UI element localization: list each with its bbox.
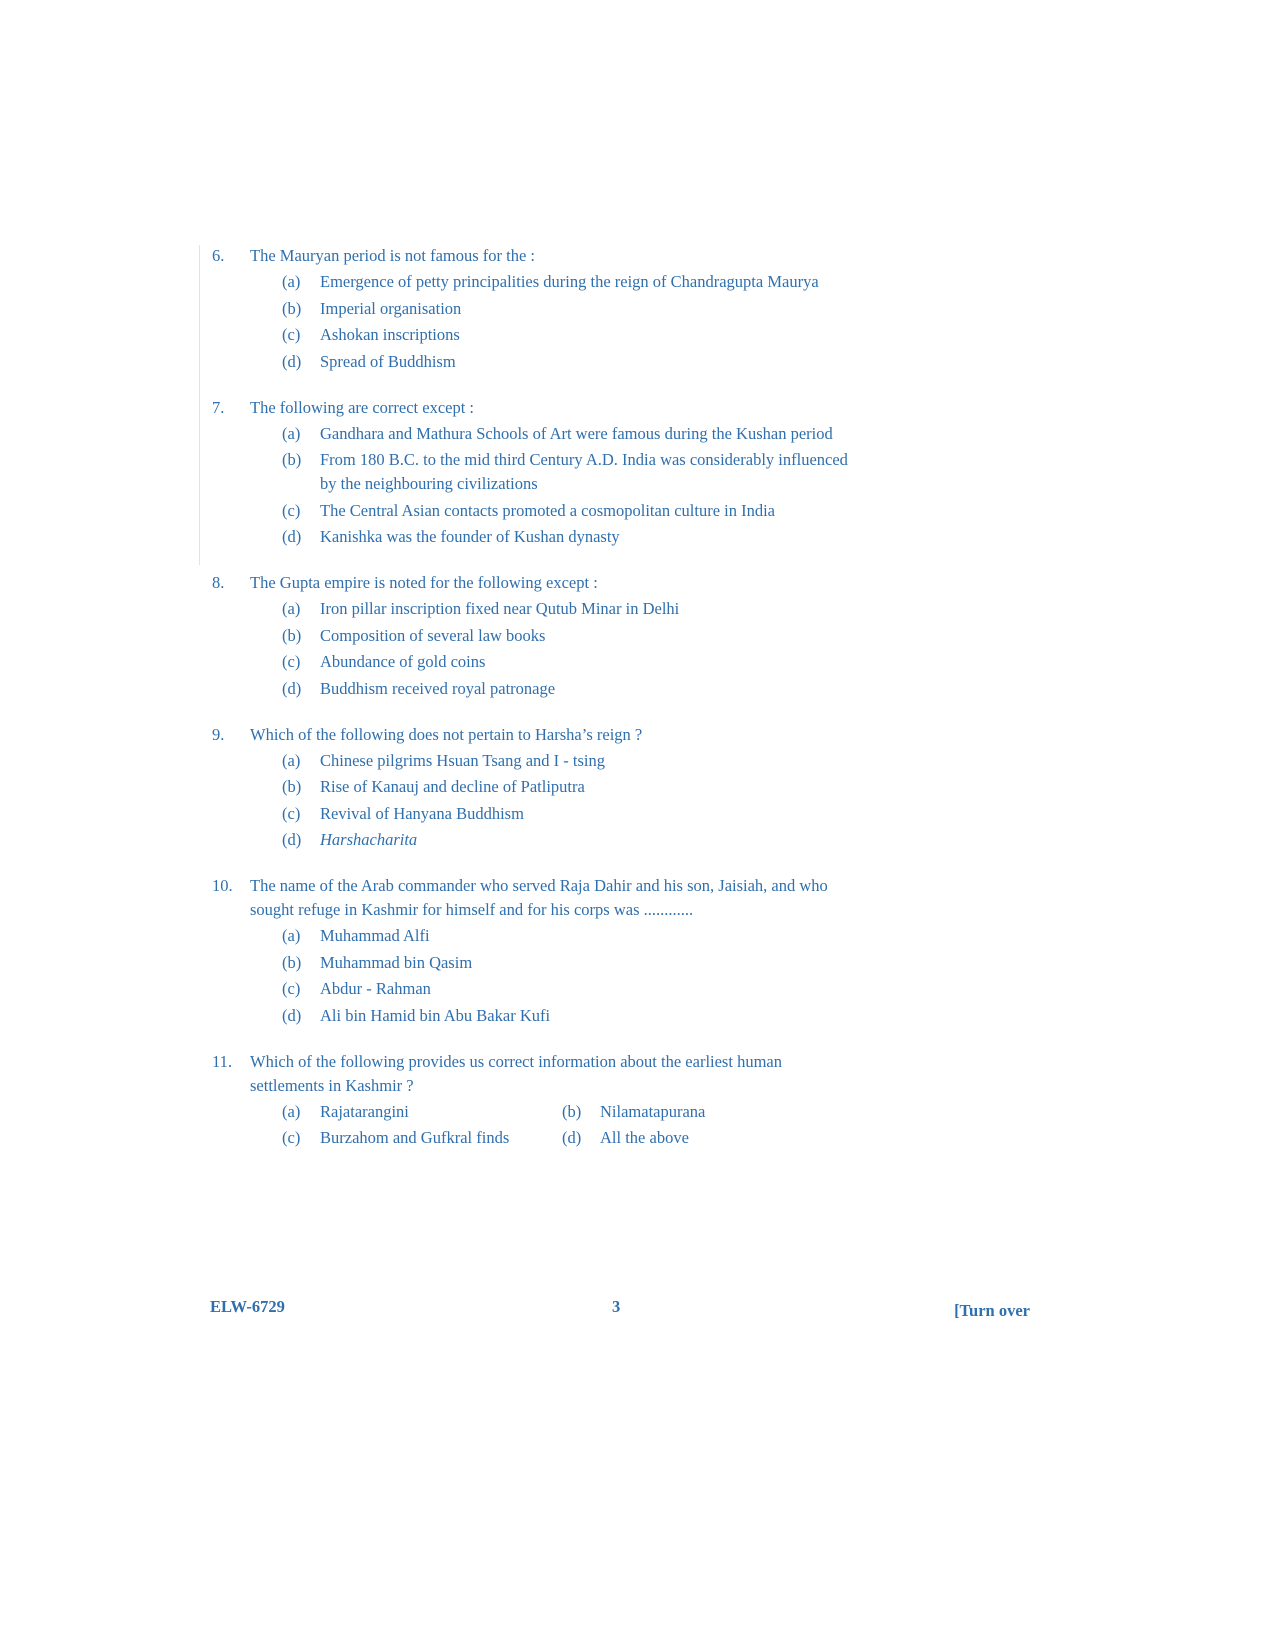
option-list <box>282 422 852 550</box>
question-text: The Gupta empire is noted for the following except : <box>250 573 598 592</box>
option-text: Gandhara and Mathura Schools of Art were famous during the Kushan period <box>320 423 833 443</box>
option-letter: (d) <box>562 1128 582 1147</box>
option-text: The Central Asian contacts promoted a cosmopolitan culture in India <box>320 500 775 520</box>
option-c <box>282 1126 562 1150</box>
question-11 <box>212 1050 852 1153</box>
option-letter: (d) <box>282 527 302 546</box>
question-text: The following are correct except : <box>250 397 475 417</box>
option-c <box>282 977 852 1001</box>
option-c <box>282 802 852 826</box>
question-number: 8. <box>212 573 225 592</box>
question-list <box>212 244 852 1175</box>
option-letter: (a) <box>282 423 301 443</box>
option-text: Abdur - Rahman <box>320 979 431 998</box>
option-letter: (c) <box>282 325 301 344</box>
margin-rule <box>199 245 200 565</box>
option-text: Burzahom and Gufkral finds <box>320 1128 510 1147</box>
option-b <box>282 297 852 321</box>
option-a <box>282 422 852 446</box>
option-a <box>282 597 852 621</box>
turn-over-note: [Turn over <box>954 1301 1030 1320</box>
option-text: Muhammad Alfi <box>320 926 430 945</box>
question-number: 9. <box>212 724 225 744</box>
option-letter: (d) <box>282 678 302 698</box>
option-text: All the above <box>600 1128 689 1147</box>
option-text: Imperial organisation <box>320 298 462 318</box>
option-letter: (c) <box>282 500 301 520</box>
option-text: Kanishka was the founder of Kushan dynasty <box>320 527 620 546</box>
option-b <box>562 1100 842 1124</box>
question-number: 6. <box>212 246 225 265</box>
option-letter: (b) <box>282 952 302 972</box>
option-letter: (b) <box>282 298 302 318</box>
option-letter: (d) <box>282 830 302 849</box>
option-text: Rajatarangini <box>320 1101 409 1121</box>
option-letter: (a) <box>282 750 301 770</box>
question-10 <box>212 874 852 1028</box>
option-a <box>282 270 852 294</box>
option-b <box>282 448 852 496</box>
question-text: The name of the Arab commander who served Raja Dahir and his son, Jaisiah, and who sought refuge in Kashmir for himself and for his corps was ............ <box>250 876 828 919</box>
option-d <box>562 1126 842 1150</box>
option-text: Composition of several law books <box>320 625 546 645</box>
option-letter: (c) <box>282 652 301 671</box>
option-letter: (c) <box>282 979 301 998</box>
page-number: 3 <box>612 1297 621 1316</box>
option-text: Revival of Hanyana Buddhism <box>320 803 524 823</box>
question-number: 11. <box>212 1051 233 1071</box>
option-d <box>282 828 852 852</box>
option-c <box>282 323 852 347</box>
option-text: From 180 B.C. to the mid third Century A.D. India was considerably influenced by the neighbouring civilizations <box>320 450 848 493</box>
option-c <box>282 650 852 674</box>
option-a <box>282 924 852 948</box>
option-text: Harshacharita <box>320 830 418 849</box>
option-letter: (d) <box>282 351 302 371</box>
option-list <box>282 597 852 701</box>
question-8 <box>212 571 852 701</box>
option-c <box>282 499 852 523</box>
option-b <box>282 624 852 648</box>
question-6 <box>212 244 852 374</box>
option-d <box>282 350 852 374</box>
option-letter: (a) <box>282 926 301 945</box>
option-letter: (a) <box>282 599 301 618</box>
question-9 <box>212 723 852 853</box>
question-text: The Mauryan period is not famous for the : <box>250 246 536 265</box>
option-text: Ali bin Hamid bin Abu Bakar Kufi <box>320 1005 551 1025</box>
option-list <box>282 749 852 853</box>
option-letter: (b) <box>282 777 302 796</box>
option-text: Iron pillar inscription fixed near Qutub Minar in Delhi <box>320 599 680 618</box>
question-number: 10. <box>212 876 233 895</box>
option-a <box>282 749 852 773</box>
option-text: Nilamatapurana <box>600 1101 706 1121</box>
option-d <box>282 1004 852 1028</box>
question-text: Which of the following provides us correct information about the earliest human settlements in Kashmir ? <box>250 1051 782 1095</box>
option-text: Chinese pilgrims Hsuan Tsang and I - tsing <box>320 750 605 770</box>
option-a <box>282 1100 562 1124</box>
option-text: Abundance of gold coins <box>320 652 486 671</box>
option-letter: (a) <box>282 272 301 291</box>
option-text: Muhammad bin Qasim <box>320 952 473 972</box>
option-text: Ashokan inscriptions <box>320 325 460 344</box>
option-b <box>282 951 852 975</box>
option-list <box>282 270 852 374</box>
option-grid <box>282 1100 852 1153</box>
paper-code: ELW-6729 <box>210 1297 285 1316</box>
option-letter: (c) <box>282 803 301 823</box>
option-b <box>282 775 852 799</box>
option-list <box>282 924 852 1028</box>
option-text: Spread of Buddhism <box>320 351 456 371</box>
option-letter: (c) <box>282 1128 301 1147</box>
option-letter: (d) <box>282 1005 302 1025</box>
option-d <box>282 677 852 701</box>
option-letter: (b) <box>562 1101 582 1121</box>
question-text: Which of the following does not pertain to Harsha’s reign ? <box>250 724 643 744</box>
option-text: Emergence of petty principalities during the reign of Chandragupta Maurya <box>320 272 819 291</box>
option-letter: (a) <box>282 1101 301 1121</box>
question-number: 7. <box>212 397 225 417</box>
option-text: Buddhism received royal patronage <box>320 678 556 698</box>
option-letter: (b) <box>282 450 302 469</box>
question-7 <box>212 396 852 550</box>
option-text: Rise of Kanauj and decline of Patliputra <box>320 777 585 796</box>
option-letter: (b) <box>282 625 302 645</box>
option-d <box>282 525 852 549</box>
page-footer <box>210 1297 1030 1327</box>
